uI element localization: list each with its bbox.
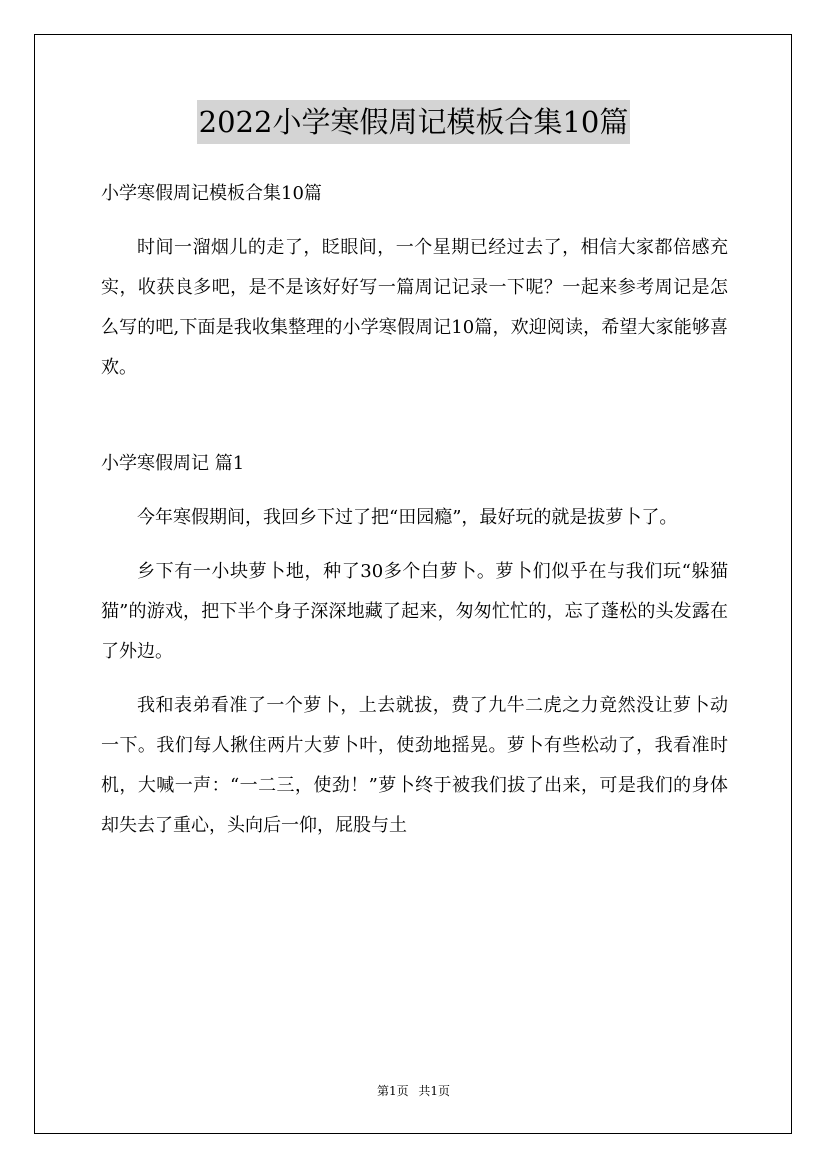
document-subtitle: 小学寒假周记模板合集10篇	[101, 183, 322, 204]
page-footer	[0, 1081, 827, 1101]
body-paragraph: 乡下有一小块萝卜地，种了30多个白萝卜。萝卜们似乎在与我们玩“躲猫猫”的游戏，把下半个身子深深地藏了起来，匆匆忙忙的，忘了蓬松的头发露在了外边。	[101, 561, 728, 662]
document-title-text: 2022小学寒假周记模板合集10篇	[197, 100, 631, 144]
page-number: 第1页	[376, 1084, 409, 1098]
body-paragraph: 今年寒假期间，我回乡下过了把“田园瘾”，最好玩的就是拔萝卜了。	[137, 507, 678, 528]
section-heading: 小学寒假周记 篇1	[101, 453, 245, 474]
intro-paragraph: 时间一溜烟儿的走了，眨眼间，一个星期已经过去了，相信大家都倍感充实，收获良多吧，是不是该好好写一篇周记记录一下呢？一起来参考周记是怎么写的吧,下面是我收集整理的小学寒假周记10篇，欢迎阅读，希望大家能够喜欢。	[101, 237, 728, 378]
document-body	[101, 174, 728, 860]
section-spacer	[101, 402, 728, 444]
page-total: 共1页	[418, 1084, 451, 1098]
document-title	[0, 100, 827, 144]
body-paragraph: 我和表弟看准了一个萝卜，上去就拔，费了九牛二虎之力竟然没让萝卜动一下。我们每人揪住两片大萝卜叶，使劲地摇晃。萝卜有些松动了，我看准时机，大喊一声：“一二三，使劲！”萝卜终于被我们拔了出来，可是我们的身体却失去了重心，头向后一仰，屁股与土	[101, 695, 728, 836]
